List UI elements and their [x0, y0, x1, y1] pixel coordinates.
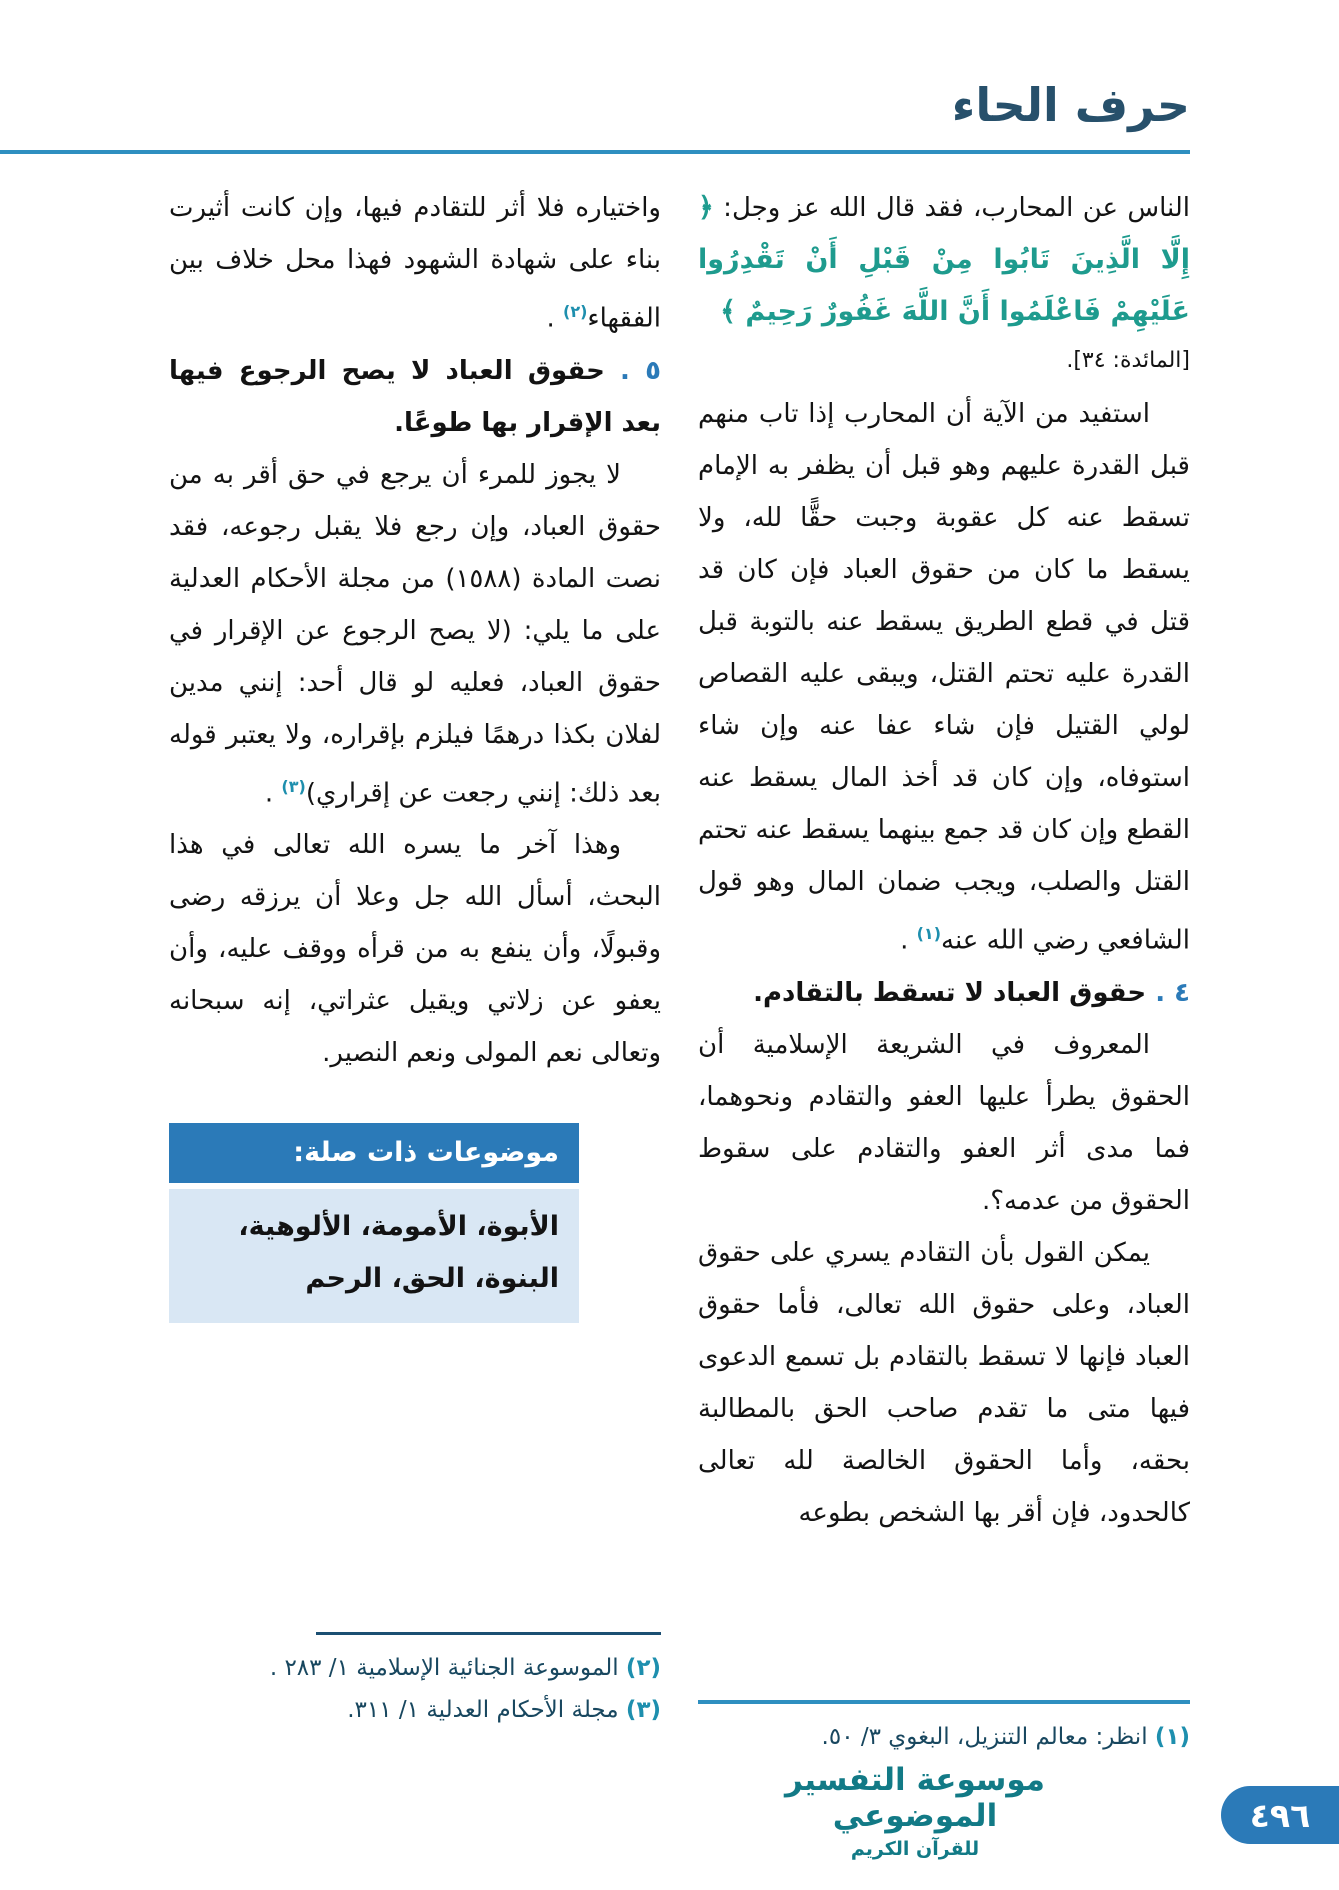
footnote-text: انظر: معالم التنزيل، البغوي ٣/ ٥٠.	[821, 1724, 1148, 1750]
verse-reference: [المائدة: ٣٤].	[1066, 348, 1190, 373]
related-topics-list: الأبوة، الأمومة، الألوهية، البنوة، الحق، الرحم	[169, 1189, 579, 1323]
left-footnotes	[169, 1632, 661, 1731]
footnote	[169, 1647, 661, 1689]
paragraph: المعروف في الشريعة الإسلامية أن الحقوق يطرأ عليها العفو والتقادم ونحوهما، فما مدى أثر العفو والتقادم على سقوط الحقوق من عدمه؟.	[698, 1029, 1190, 1216]
paragraph: واختياره فلا أثر للتقادم فيها، وإن كانت أثيرت بناء على شهادة الشهود فهذا محل خلاف بين الفقهاء$^{(٢)}$ .	[169, 193, 661, 334]
footnote-number: (٢)	[625, 1655, 661, 1681]
right-footnotes	[698, 1700, 1190, 1758]
emblem-title: موسوعة التفسير الموضوعي	[784, 1762, 1046, 1834]
chapter-calligraphy: حرف الحاء	[951, 78, 1190, 132]
heading-number: ٤ .	[1146, 977, 1190, 1008]
footnote-marker: (٣)	[281, 776, 306, 796]
right-column	[698, 182, 1190, 1539]
emblem-subtitle: للقرآن الكريم	[850, 1838, 980, 1860]
heading-number: ٥ .	[604, 355, 661, 386]
footnote-divider	[698, 1700, 1190, 1704]
footnote-number: (٣)	[625, 1697, 661, 1723]
paragraph: لا يجوز للمرء أن يرجع في حق أقر به من حقوق العباد، وإن رجع فلا يقبل رجوعه، فقد نصت المادة (١٥٨٨) من مجلة الأحكام العدلية على ما يلي: (لا يصح الرجوع عن الإقرار في حقوق العباد، فعليه لو قال أحد: إنني مدين لفلان بكذا درهمًا فيلزم بإقراره، ولا يعتبر قوله بعد ذلك: إنني رجعت عن إقراري)$^{(٣)}$ .	[169, 459, 661, 809]
footnote-divider	[316, 1632, 661, 1635]
paragraph: يمكن القول بأن التقادم يسري على حقوق العباد، وعلى حقوق الله تعالى، فأما حقوق العباد فإنها لا تسقط بالتقادم بل تسمع الدعوى فيها متى ما تقدم صاحب الحق بالمطالبة بحقه، وأما الحقوق الخالصة لله تعالى كالحدود، فإن أقر بها الشخص بطوعه	[698, 1237, 1190, 1528]
left-column	[169, 182, 661, 1323]
footnote-marker: (٢)	[563, 302, 588, 321]
related-topics-header: موضوعات ذات صلة:	[169, 1123, 579, 1183]
section-heading: ٥ . حقوق العباد لا يصح الرجوع فيها بعد الإقرار بها طوعًا.	[169, 355, 661, 438]
related-topics-box	[169, 1123, 579, 1323]
paragraph: الناس عن المحارب، فقد قال الله عز وجل: ﴿ إِلَّا الَّذِينَ تَابُوا مِنْ قَبْلِ أَنْ تَقْدِرُوا عَلَيْهِمْ فَاعْلَمُوا أَنَّ اللَّهَ غَفُورٌ رَحِيمٌ ﴾	[698, 192, 1190, 327]
footnote	[698, 1716, 1190, 1758]
paragraph: استفيد من الآية أن المحارب إذا تاب منهم قبل القدرة عليهم وهو قبل أن يظفر به الإمام تسقط عنه كل عقوبة وجبت حقًّا لله، ولا يسقط ما كان من حقوق العباد فإن كان قد قتل في قطع الطريق يسقط عنه بالتوبة قبل القدرة عليه تحتم القتل، ويبقى عليه القصاص لولي القتيل فإن شاء عفا عنه وإن شاء استوفاه، وإن كان قد أخذ المال يسقط عنه القطع وإن كان قد جمع بينهما يسقط عنه تحتم القتل والصلب، ويجب ضمان المال وهو قول الشافعي رضي الله عنه$^{(١)}$ .	[698, 399, 1190, 956]
header-divider	[0, 150, 1190, 154]
footnote	[169, 1689, 661, 1731]
quran-verse: ﴿ إِلَّا الَّذِينَ تَابُوا مِنْ قَبْلِ أَنْ تَقْدِرُوا عَلَيْهِمْ فَاعْلَمُوا أَنَّ اللَّهَ غَفُورٌ رَحِيمٌ ﴾	[698, 192, 1190, 327]
paragraph: وهذا آخر ما يسره الله تعالى في هذا البحث، أسأل الله جل وعلا أن يرزقه رضى وقبولًا، وأن ينفع به من قرأه ووقف عليه، وأن يعفو عن زلاتي ويقيل عثراتي، إنه سبحانه وتعالى نعم المولى ونعم النصير.	[169, 830, 661, 1069]
left-column-text	[169, 182, 661, 1079]
footnote-text: الموسوعة الجنائية الإسلامية ١/ ٢٨٣ .	[269, 1655, 619, 1681]
publisher-emblem	[760, 1762, 1070, 1860]
footnote-marker: (١)	[916, 924, 941, 943]
section-heading: ٤ . حقوق العباد لا تسقط بالتقادم.	[753, 977, 1190, 1008]
page-number-badge: ٤٩٦	[1221, 1786, 1339, 1844]
right-column-text	[698, 182, 1190, 1539]
footnote-number: (١)	[1154, 1724, 1190, 1750]
footnote-text: مجلة الأحكام العدلية ١/ ٣١١.	[347, 1697, 619, 1723]
